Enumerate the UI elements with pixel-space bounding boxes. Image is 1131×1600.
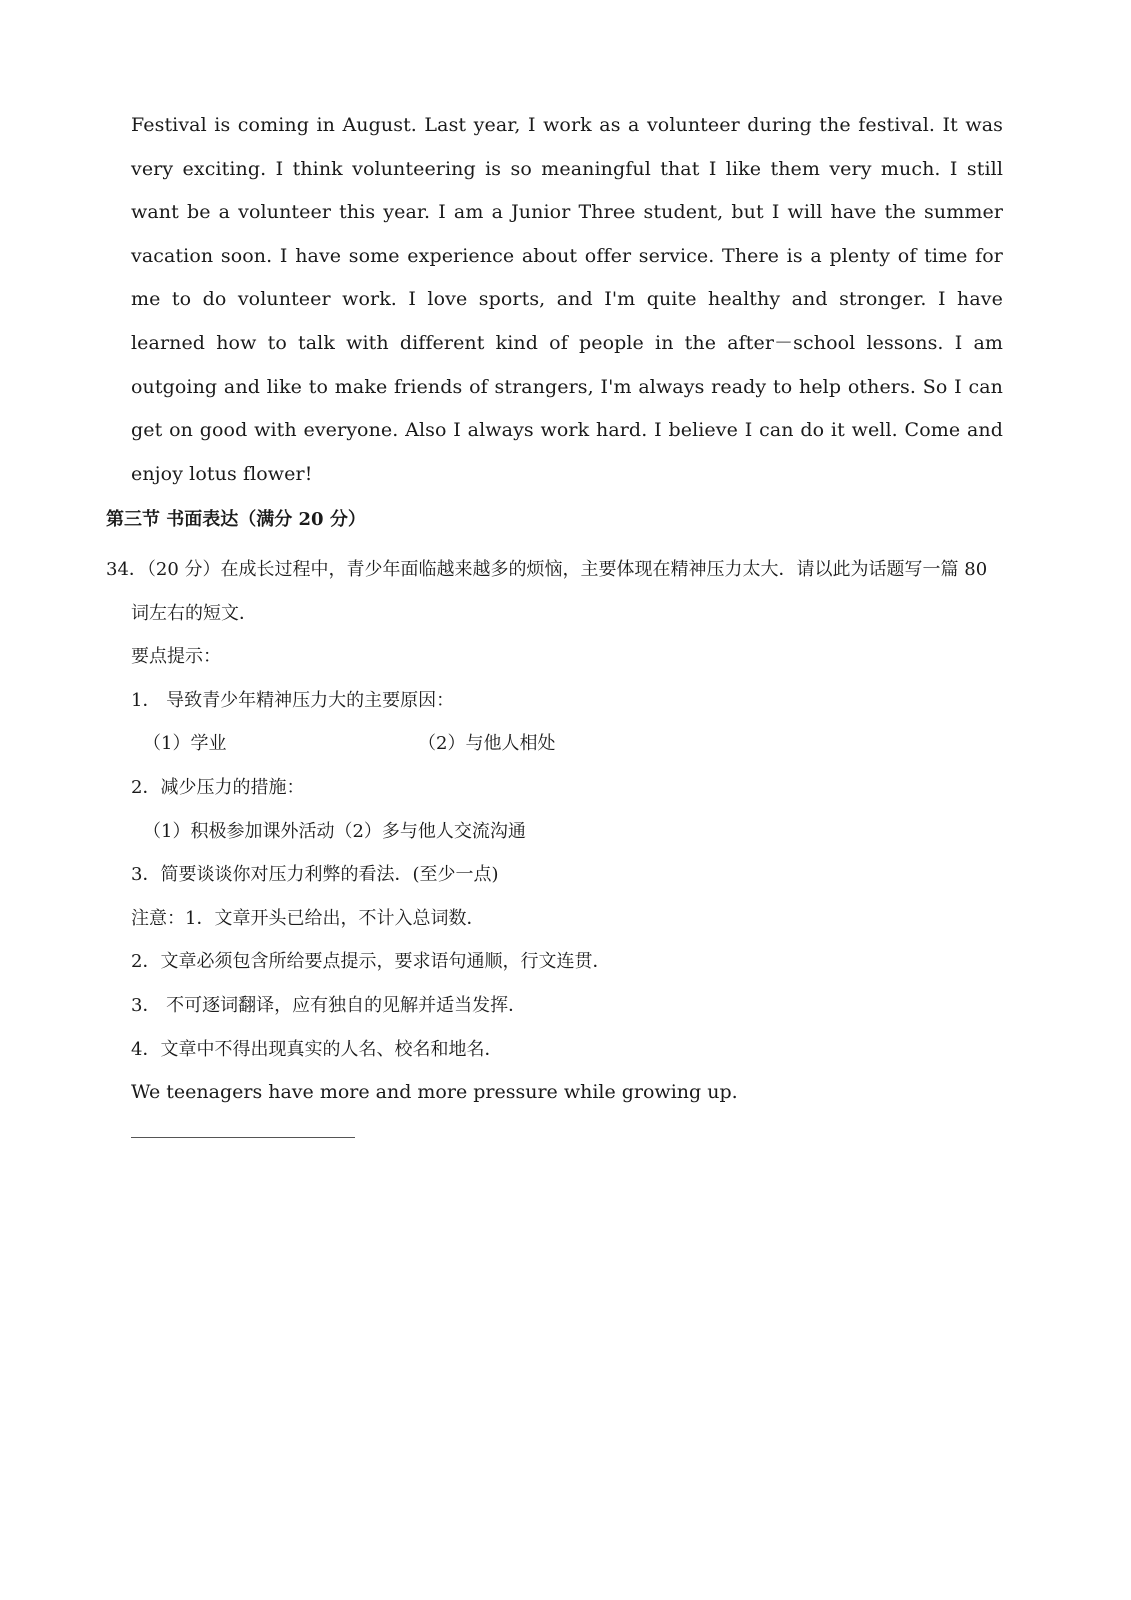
point-1-option-b: （2）与他人相处 — [418, 733, 556, 755]
point-1-title: 1． 导致青少年精神压力大的主要原因： — [131, 689, 455, 711]
section-heading: 第三节 书面表达（满分 20 分） — [106, 509, 366, 530]
note-1: 注意：1．文章开头已给出，不计入总词数． — [131, 907, 485, 929]
point-2-title: 2．减少压力的措施： — [131, 776, 305, 798]
note-2: 2．文章必须包含所给要点提示，要求语句通顺，行文连贯． — [131, 951, 611, 973]
answer-line — [131, 1137, 355, 1138]
writing-question — [106, 548, 1006, 1115]
point-1-option-a: （1）学业 — [143, 733, 227, 755]
essay-starter-sentence: We teenagers have more and more pressure while growing up. — [131, 1081, 738, 1104]
point-1-options — [106, 722, 1006, 766]
hints-title: 要点提示： — [131, 646, 221, 668]
note-4: 4．文章中不得出现真实的人名、校名和地名． — [131, 1038, 503, 1060]
note-3: 3． 不可逐词翻译，应有独自的见解并适当发挥． — [131, 994, 527, 1016]
correction-passage: Festival is coming in August. Last year, I work as a volunteer during the festival. It was very exciting. I think volunteering is so meaningful that I like them very much. I still want be a volunteer this year. I am a Junior Three student, but I will have the summer vacation soon. I have some experience about offer service. There is a plenty of time for me to do volunteer work. I love sports, and I'm quite healthy and stronger. I have learned how to talk with different kind of people in the after－school lessons. I am outgoing and like to make friends of strangers, I'm always ready to help others. So I can get on good with everyone. Also I always work hard. I believe I can do it well. Come and enjoy lotus flower! — [131, 114, 1003, 485]
point-2-options: （1）积极参加课外活动（2）多与他人交流沟通 — [143, 820, 526, 842]
point-3: 3．简要谈谈你对压力利弊的看法．(至少一点) — [131, 864, 499, 886]
question-prompt: 34．（20 分）在成长过程中，青少年面临越来越多的烦恼，主要体现在精神压力太大．请以此为话题写一篇 80 词左右的短文． — [106, 559, 988, 624]
